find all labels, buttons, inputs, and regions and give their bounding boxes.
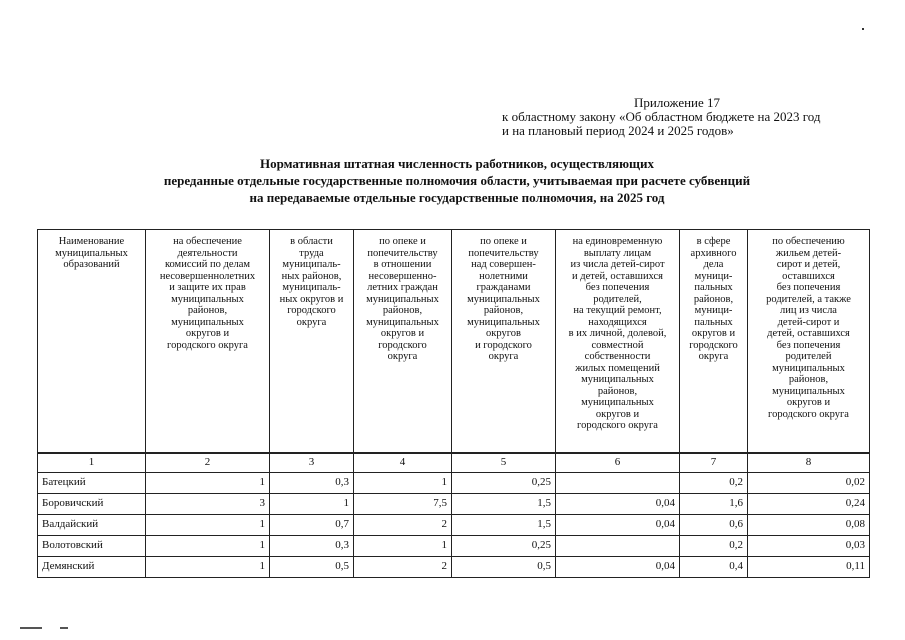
table-cell: 2 (354, 515, 452, 536)
table-row (38, 473, 870, 494)
table-cell: 0,2 (680, 473, 748, 494)
table-row (38, 536, 870, 557)
table-cell: 0,04 (556, 557, 680, 578)
municipality-name: Боровичский (38, 494, 146, 515)
column-number: 6 (556, 453, 680, 473)
table-cell: 0,04 (556, 515, 680, 536)
table-cell: 0,2 (680, 536, 748, 557)
table-cell: 1 (146, 557, 270, 578)
header-orphan-housing-repair: на единовременную выплату лицам из числа детей-сирот и детей, оставшихся без попечения родителей, на текущий ремонт, находящихся в их личной, долевой, совместной собственности жилых помещений муниципальных районов, муниципальных округов и городского округа (556, 230, 680, 454)
table-cell: 1 (146, 536, 270, 557)
table-cell: 0,25 (452, 473, 556, 494)
header-archives: в сфере архивного дела муници- пальных районов, муници- пальных округов и городского округа (680, 230, 748, 454)
table-cell: 0,04 (556, 494, 680, 515)
heading-line-2: переданные отдельные государственные полномочия области, учитываемая при расчете субвенций (163, 173, 751, 188)
appendix-law-line-2: и на плановый период 2024 и 2025 годов» (502, 123, 734, 138)
table-cell: 0,11 (748, 557, 870, 578)
municipality-name: Валдайский (38, 515, 146, 536)
column-number: 5 (452, 453, 556, 473)
column-number: 7 (680, 453, 748, 473)
table-row (38, 515, 870, 536)
document-heading (60, 155, 854, 206)
table-cell: 0,25 (452, 536, 556, 557)
column-number: 4 (354, 453, 452, 473)
table-cell: 1 (146, 515, 270, 536)
table-header-row (38, 230, 870, 454)
table-cell (556, 536, 680, 557)
municipality-name: Волотовский (38, 536, 146, 557)
table-cell: 7,5 (354, 494, 452, 515)
column-number: 2 (146, 453, 270, 473)
table-cell: 1,5 (452, 515, 556, 536)
heading-line-3: на передаваемые отдельные государственные полномочия, на 2025 год (249, 190, 665, 205)
table-cell: 0,24 (748, 494, 870, 515)
table-cell: 1 (146, 473, 270, 494)
header-orphan-housing: по обеспечению жильем детей- сирот и детей, оставшихся без попечения родителей, а также лиц из числа детей-сирот и детей, оставшихся без попечения родителей муниципальных районов, муниципальных округов и городского округа (748, 230, 870, 454)
column-number: 8 (748, 453, 870, 473)
appendix-reference (502, 96, 882, 138)
scan-speck (862, 28, 864, 30)
appendix-law-line-1: к областному закону «Об областном бюджете на 2023 год (502, 109, 821, 124)
table-cell: 0,4 (680, 557, 748, 578)
table-cell: 1 (270, 494, 354, 515)
header-guardianship-minors: по опеке и попечительству в отношении несовершенно- летних граждан муниципальных районов, муниципальных округов и городского округа (354, 230, 452, 454)
municipality-name: Демянский (38, 557, 146, 578)
table-cell: 0,02 (748, 473, 870, 494)
table-cell: 0,7 (270, 515, 354, 536)
table-cell: 0,5 (452, 557, 556, 578)
table-cell: 0,3 (270, 536, 354, 557)
table-cell: 0,3 (270, 473, 354, 494)
table-cell: 0,08 (748, 515, 870, 536)
table-row (38, 557, 870, 578)
appendix-title: Приложение 17 (634, 95, 721, 110)
header-guardianship-adults: по опеке и попечительству над совершен- нолетними гражданами муниципальных районов, муниципальных округов и городского округа (452, 230, 556, 454)
column-number: 1 (38, 453, 146, 473)
column-number-row (38, 453, 870, 473)
table-row (38, 494, 870, 515)
staff-norm-table (37, 229, 870, 578)
table-cell: 1,6 (680, 494, 748, 515)
heading-line-1: Нормативная штатная численность работников, осуществляющих (259, 156, 654, 171)
municipality-name: Батецкий (38, 473, 146, 494)
table-cell: 0,5 (270, 557, 354, 578)
table-cell: 0,6 (680, 515, 748, 536)
header-labor: в области труда муниципаль- ных районов, муниципаль- ных округов и городского округа (270, 230, 354, 454)
scan-edge-marks (20, 627, 80, 631)
header-municipality: Наименование муниципальных образований (38, 230, 146, 454)
table-cell (556, 473, 680, 494)
header-minors-commission: на обеспечение деятельности комиссий по делам несовершеннолетних и защите их прав муниципальных районов, муниципальных округов и городского округа (146, 230, 270, 454)
table-cell: 1 (354, 536, 452, 557)
table-cell: 0,03 (748, 536, 870, 557)
table-cell: 3 (146, 494, 270, 515)
column-number: 3 (270, 453, 354, 473)
table-cell: 1 (354, 473, 452, 494)
table-cell: 2 (354, 557, 452, 578)
table-cell: 1,5 (452, 494, 556, 515)
